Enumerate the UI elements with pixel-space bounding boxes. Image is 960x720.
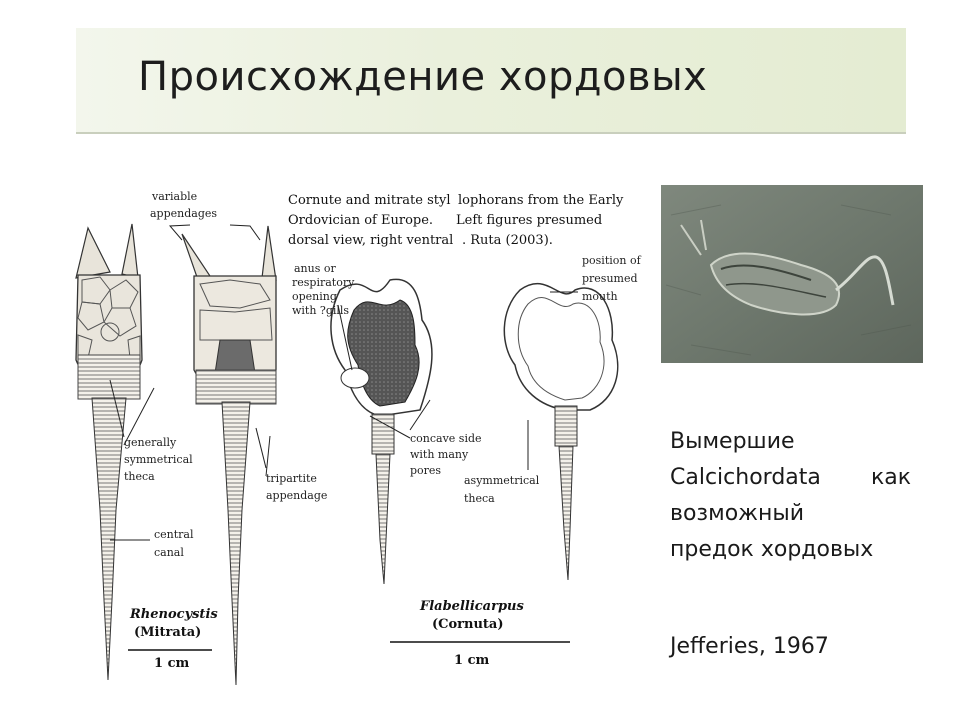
label-presumed: presumed	[582, 272, 638, 285]
slide-title: Происхождение хордовых	[138, 54, 708, 100]
label-pores: pores	[410, 464, 442, 477]
side-line-2-word-2: как	[870, 465, 911, 490]
flabellicarpus-group: (Cornuta)	[432, 617, 504, 632]
label-central: central	[154, 528, 194, 541]
figure-drawing	[70, 180, 660, 685]
caption-line-2: lophorans from the Early	[458, 193, 624, 208]
label-gills: with ?gills	[292, 304, 350, 317]
caption-line-3: Ordovician of Europe.	[288, 213, 434, 228]
label-canal: canal	[154, 546, 184, 559]
side-line-4: предок хордовых	[670, 537, 874, 562]
label-concave: concave side	[410, 432, 482, 445]
flabellicarpus-name: Flabellicarpus	[420, 599, 524, 614]
citation: Jefferies, 1967	[670, 634, 829, 659]
side-line-1: Вымершие	[670, 429, 795, 454]
label-generally: generally	[124, 436, 177, 449]
caption-line-6: . Ruta (2003).	[462, 233, 553, 248]
side-line-3: возможный	[670, 501, 805, 526]
side-line-2	[670, 460, 911, 496]
title-bar	[76, 28, 906, 134]
calcichordata-figure	[70, 180, 660, 685]
label-with-many: with many	[410, 448, 469, 461]
fossil-photo-image	[661, 185, 923, 363]
rhenocystis-group: (Mitrata)	[134, 625, 202, 640]
label-variable: variable	[152, 190, 198, 203]
label-anus: anus or	[294, 262, 336, 275]
label-appendages: appendages	[150, 207, 218, 220]
label-symmetrical: symmetrical	[124, 453, 193, 466]
label-theca-left: theca	[124, 470, 155, 483]
caption-line-1: Cornute and mitrate styl	[288, 193, 451, 208]
caption-line-5: dorsal view, right ventral	[288, 233, 454, 248]
label-opening: opening	[292, 290, 337, 303]
scale-label-right: 1 cm	[454, 653, 490, 668]
flabellicarpus-ventral-drawing	[504, 284, 617, 580]
label-tripartite: tripartite	[266, 472, 317, 485]
label-position-of: position of	[582, 254, 641, 267]
label-appendage: appendage	[266, 489, 328, 502]
side-description	[670, 424, 930, 568]
label-mouth: mouth	[582, 290, 618, 303]
side-line-2-word-1: Calcichordata	[670, 465, 821, 490]
rhenocystis-name: Rhenocystis	[130, 607, 218, 622]
label-respiratory: respiratory	[292, 276, 355, 289]
label-asymmetrical: asymmetrical	[464, 474, 540, 487]
label-theca-right: theca	[464, 492, 495, 505]
fossil-photo	[661, 185, 923, 363]
scale-label-left: 1 cm	[154, 656, 190, 671]
caption-line-4: Left figures presumed	[456, 213, 603, 228]
